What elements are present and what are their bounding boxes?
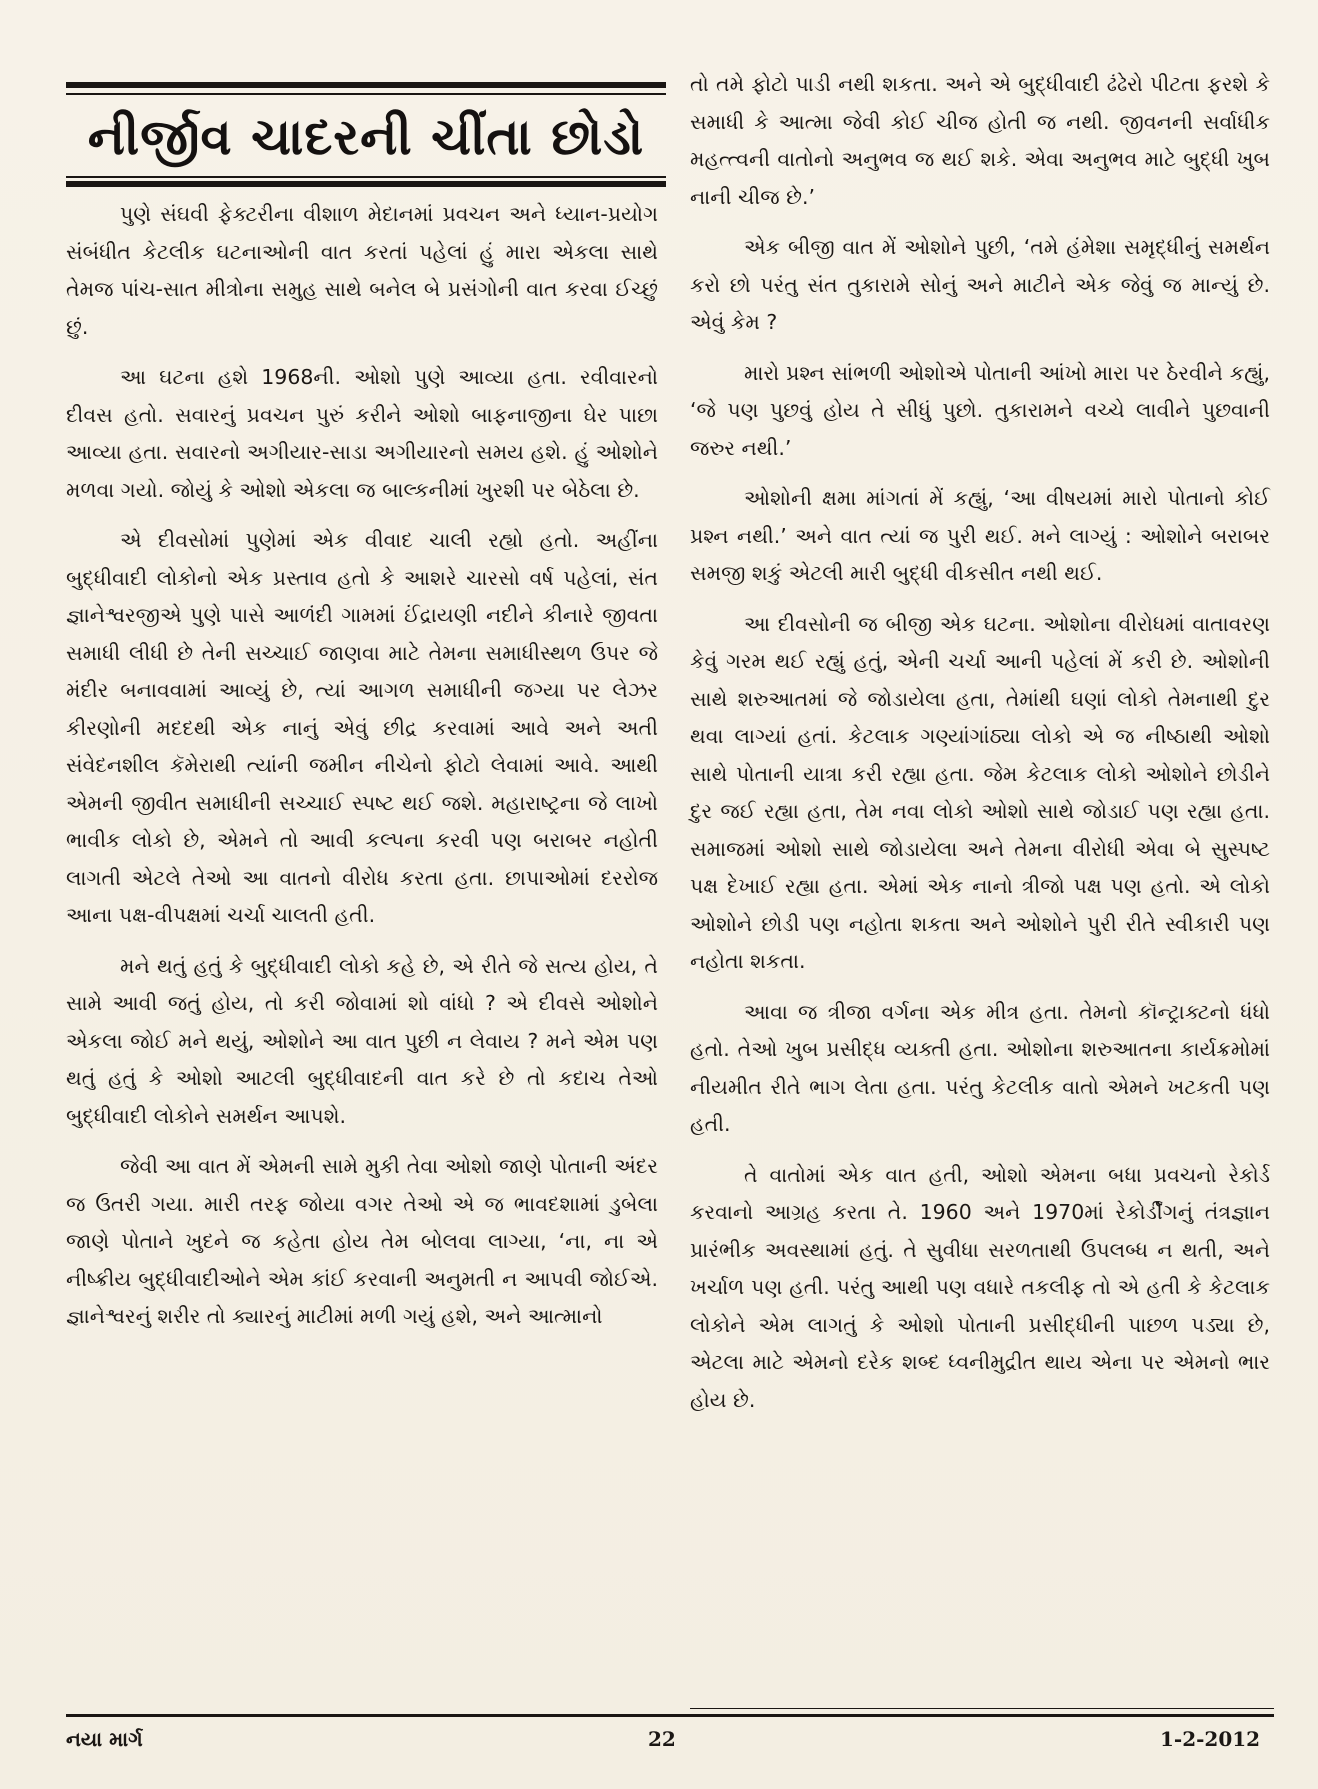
paragraph: એક બીજી વાત મેં ઓશોને પુછી, ‘તમે હંમેશા સમૃદ્ધીનું સમર્થન કરો છો પરંતુ સંત તુકારામે સોનું અને માટીને એક જેવું જ માન્યું છે. એવું કેમ ?: [690, 235, 1270, 334]
footer-rule-thin: [690, 1708, 1274, 1709]
paragraph: તો તમે ફોટો પાડી નથી શકતા. અને એ બુદ્ધીવાદી ઢંઢેરો પીટતા ફરશે કે સમાધી કે આત્મા જેવી કોઈ ચીજ હોતી જ નથી. જીવનની સર્વાધીક મહત્ત્વની વાતોનો અનુભવ જ થઈ શકે. એવા અનુભવ માટે બુદ્ધી ખુબ નાની ચીજ છે.’: [690, 72, 1270, 209]
paragraph: તે વાતોમાં એક વાત હતી, ઓશો એમના બધા પ્રવચનો રેકોર્ડ કરવાનો આગ્રહ કરતા તે. 1960 અને 1970માં રેકોર્ડીંગનું તંત્રજ્ઞાન પ્રારંભીક અવસ્થામાં હતું. તે સુવીધા સરળતાથી ઉપલબ્ધ ન થતી, અને ખર્ચાળ પણ હતી. પરંતુ આથી પણ વધારે તકલીફ તો એ હતી કે કેટલાક લોકોને એમ લાગતું કે ઓશો પોતાની પ્રસીદ્ધીની પાછળ પડ્યા છે, એટલા માટે એમનો દરેક શબ્દ ધ્વનીમુદ્રીત થાય એના પર એમનો ભાર હોય છે.: [690, 1162, 1270, 1412]
paragraph: મને થતું હતું કે બુદ્ધીવાદી લોકો કહે છે, એ રીતે જે સત્ય હોય, તે સામે આવી જતું હોય, તો કરી જોવામાં શો વાંધો ? એ દીવસે ઓશોને એકલા જોઈ મને થયું, ઓશોને આ વાત પુછી ન લેવાય ? મને એમ પણ થતું હતું કે ઓશો આટલી બુદ્ધીવાદની વાત કરે છે તો કદાચ તેઓ બુદ્ધીવાદી લોકોને સમર્થન આપશે.: [66, 953, 658, 1128]
title-rule-top-thin: [66, 93, 666, 95]
footer-rule: [66, 1714, 1274, 1717]
paragraph: આવા જ ત્રીજા વર્ગના એક મીત્ર હતા. તેમનો કૉન્ટ્રાક્ટનો ધંધો હતો. તેઓ ખુબ પ્રસીદ્ધ વ્યક્તી હતા. ઓશોના શરુઆતના કાર્યક્રમોમાં નીયમીત રીતે ભાગ લેતા હતા. પરંતુ કેટલીક વાતો એમને ખટકતી પણ હતી.: [690, 999, 1270, 1136]
paragraph: મારો પ્રશ્ન સાંભળી ઓશોએ પોતાની આંખો મારા પર ઠેરવીને કહ્યું, ‘જે પણ પુછવું હોય તે સીધું પુછો. તુકારામને વચ્ચે લાવીને પુછવાની જરુર નથી.’: [690, 360, 1270, 460]
paragraph: એ દીવસોમાં પુણેમાં એક વીવાદ ચાલી રહ્યો હતો. અહીંના બુદ્ધીવાદી લોકોનો એક પ્રસ્તાવ હતો કે આશરે ચારસો વર્ષ પહેલાં, સંત જ્ઞાનેશ્વરજીએ પુણે પાસે આળંદી ગામમાં ઈંદ્રાયણી નદીને કીનારે જીવતા સમાધી લીધી છે તેની સચ્ચાઈ જાણવા માટે તેમના સમાધીસ્થળ ઉપર જે મંદીર બનાવવામાં આવ્યું છે, ત્યાં આગળ સમાધીની જગ્યા પર લેઝર કીરણોની મદદથી એક નાનું એવું છીદ્ર કરવામાં આવે અને અતી સંવેદનશીલ કૅમેરાથી ત્યાંની જમીન નીચેનો ફોટો લેવામાં આવે. આથી એમની જીવીત સમાધીની સચ્ચાઈ સ્પષ્ટ થઈ જશે. મહારાષ્ટ્રના જે લાખો ભાવીક લોકો છે, એમને તો આવી કલ્પના કરવી પણ બરાબર નહોતી લાગતી એટલે તેઓ આ વાતનો વીરોધ કરતા હતા. છાપાઓમાં દરરોજ આના પક્ષ-વીપક્ષમાં ચર્ચા ચાલતી હતી.: [66, 528, 658, 927]
page-number: 22: [648, 1727, 676, 1751]
paragraph: જેવી આ વાત મેં એમની સામે મુકી તેવા ઓશો જાણે પોતાની અંદર જ ઉતરી ગયા. મારી તરફ જોયા વગર તેઓ એ જ ભાવદશામાં ડુબેલા જાણે પોતાને ખુદને જ કહેતા હોય તેમ બોલવા લાગ્યા, ‘ના, ના એ નીષ્ક્રીય બુદ્ધીવાદીઓને એમ કાંઈ કરવાની અનુમતી ન આપવી જોઈએ. જ્ઞાનેશ્વરનું શરીર તો ક્યારનું માટીમાં મળી ગયું હશે, અને આત્માનો: [66, 1154, 658, 1328]
right-column: [690, 66, 1270, 1419]
left-column: [66, 196, 658, 1336]
magazine-name: નયા માર્ગ: [66, 1727, 143, 1751]
paragraph: પુણે સંઘવી ફેક્ટરીના વીશાળ મેદાનમાં પ્રવચન અને ધ્યાન-પ્રયોગ સંબંધીત કેટલીક ઘટનાઓની વાત કરતાં પહેલાં હું મારા એકલા સાથે તેમજ પાંચ-સાત મીત્રોના સમુહ સાથે બનેલ બે પ્રસંગોની વાત કરવા ઈચ્છું છું.: [66, 202, 658, 339]
paragraph: ઓશોની ક્ષમા માંગતાં મેં કહ્યું, ‘આ વીષયમાં મારો પોતાનો કોઈ પ્રશ્ન નથી.’ અને વાત ત્યાં જ પુરી થઈ. મને લાગ્યું : ઓશોને બરાબર સમજી શકું એટલી મારી બુદ્ધી વીકસીત નથી થઈ.: [690, 486, 1270, 585]
paragraph: આ દીવસોની જ બીજી એક ઘટના. ઓશોના વીરોધમાં વાતાવરણ કેવું ગરમ થઈ રહ્યું હતું, એની ચર્ચા આની પહેલાં મેં કરી છે. ઓશોની સાથે શરુઆતમાં જે જોડાયેલા હતા, તેમાંથી ઘણાં લોકો તેમનાથી દુર થવા લાગ્યાં હતાં. કેટલાક ગણ્યાંગાંઠ્યા લોકો એ જ નીષ્ઠાથી ઓશો સાથે પોતાની યાત્રા કરી રહ્યા હતા. જેમ કેટલાક લોકો ઓશોને છોડીને દુર જઈ રહ્યા હતા, તેમ નવા લોકો ઓશો સાથે જોડાઈ પણ રહ્યા હતા. સમાજમાં ઓશો સાથે જોડાયેલા અને તેમના વીરોધી એવા બે સુસ્પષ્ટ પક્ષ દેખાઈ રહ્યા હતા. એમાં એક નાનો ત્રીજો પક્ષ પણ હતો. એ લોકો ઓશોને છોડી પણ નહોતા શકતા અને ઓશોને પુરી રીતે સ્વીકારી પણ નહોતા શકતા.: [690, 611, 1270, 973]
title-block: [66, 82, 666, 186]
title-rule-top-thick: [66, 82, 666, 88]
article-title: નીર્જીવ ચાદરની ચીંતા છોડો: [87, 108, 645, 166]
issue-date: 1-2-2012: [1160, 1727, 1261, 1751]
title-rule-bottom-thin: [66, 176, 666, 178]
paragraph: આ ઘટના હશે 1968ની. ઓશો પુણે આવ્યા હતા. રવીવારનો દીવસ હતો. સવારનું પ્રવચન પુરું કરીને ઓશો બાફનાજીના ઘેર પાછા આવ્યા હતા. સવારનો અગીયાર-સાડા અગીયારનો સમય હશે. હું ઓશોને મળવા ગયો. જોયું કે ઓશો એકલા જ બાલ્કનીમાં ખુરશી પર બેઠેલા છે.: [66, 365, 658, 502]
title-rule-bottom-thick: [66, 181, 666, 187]
